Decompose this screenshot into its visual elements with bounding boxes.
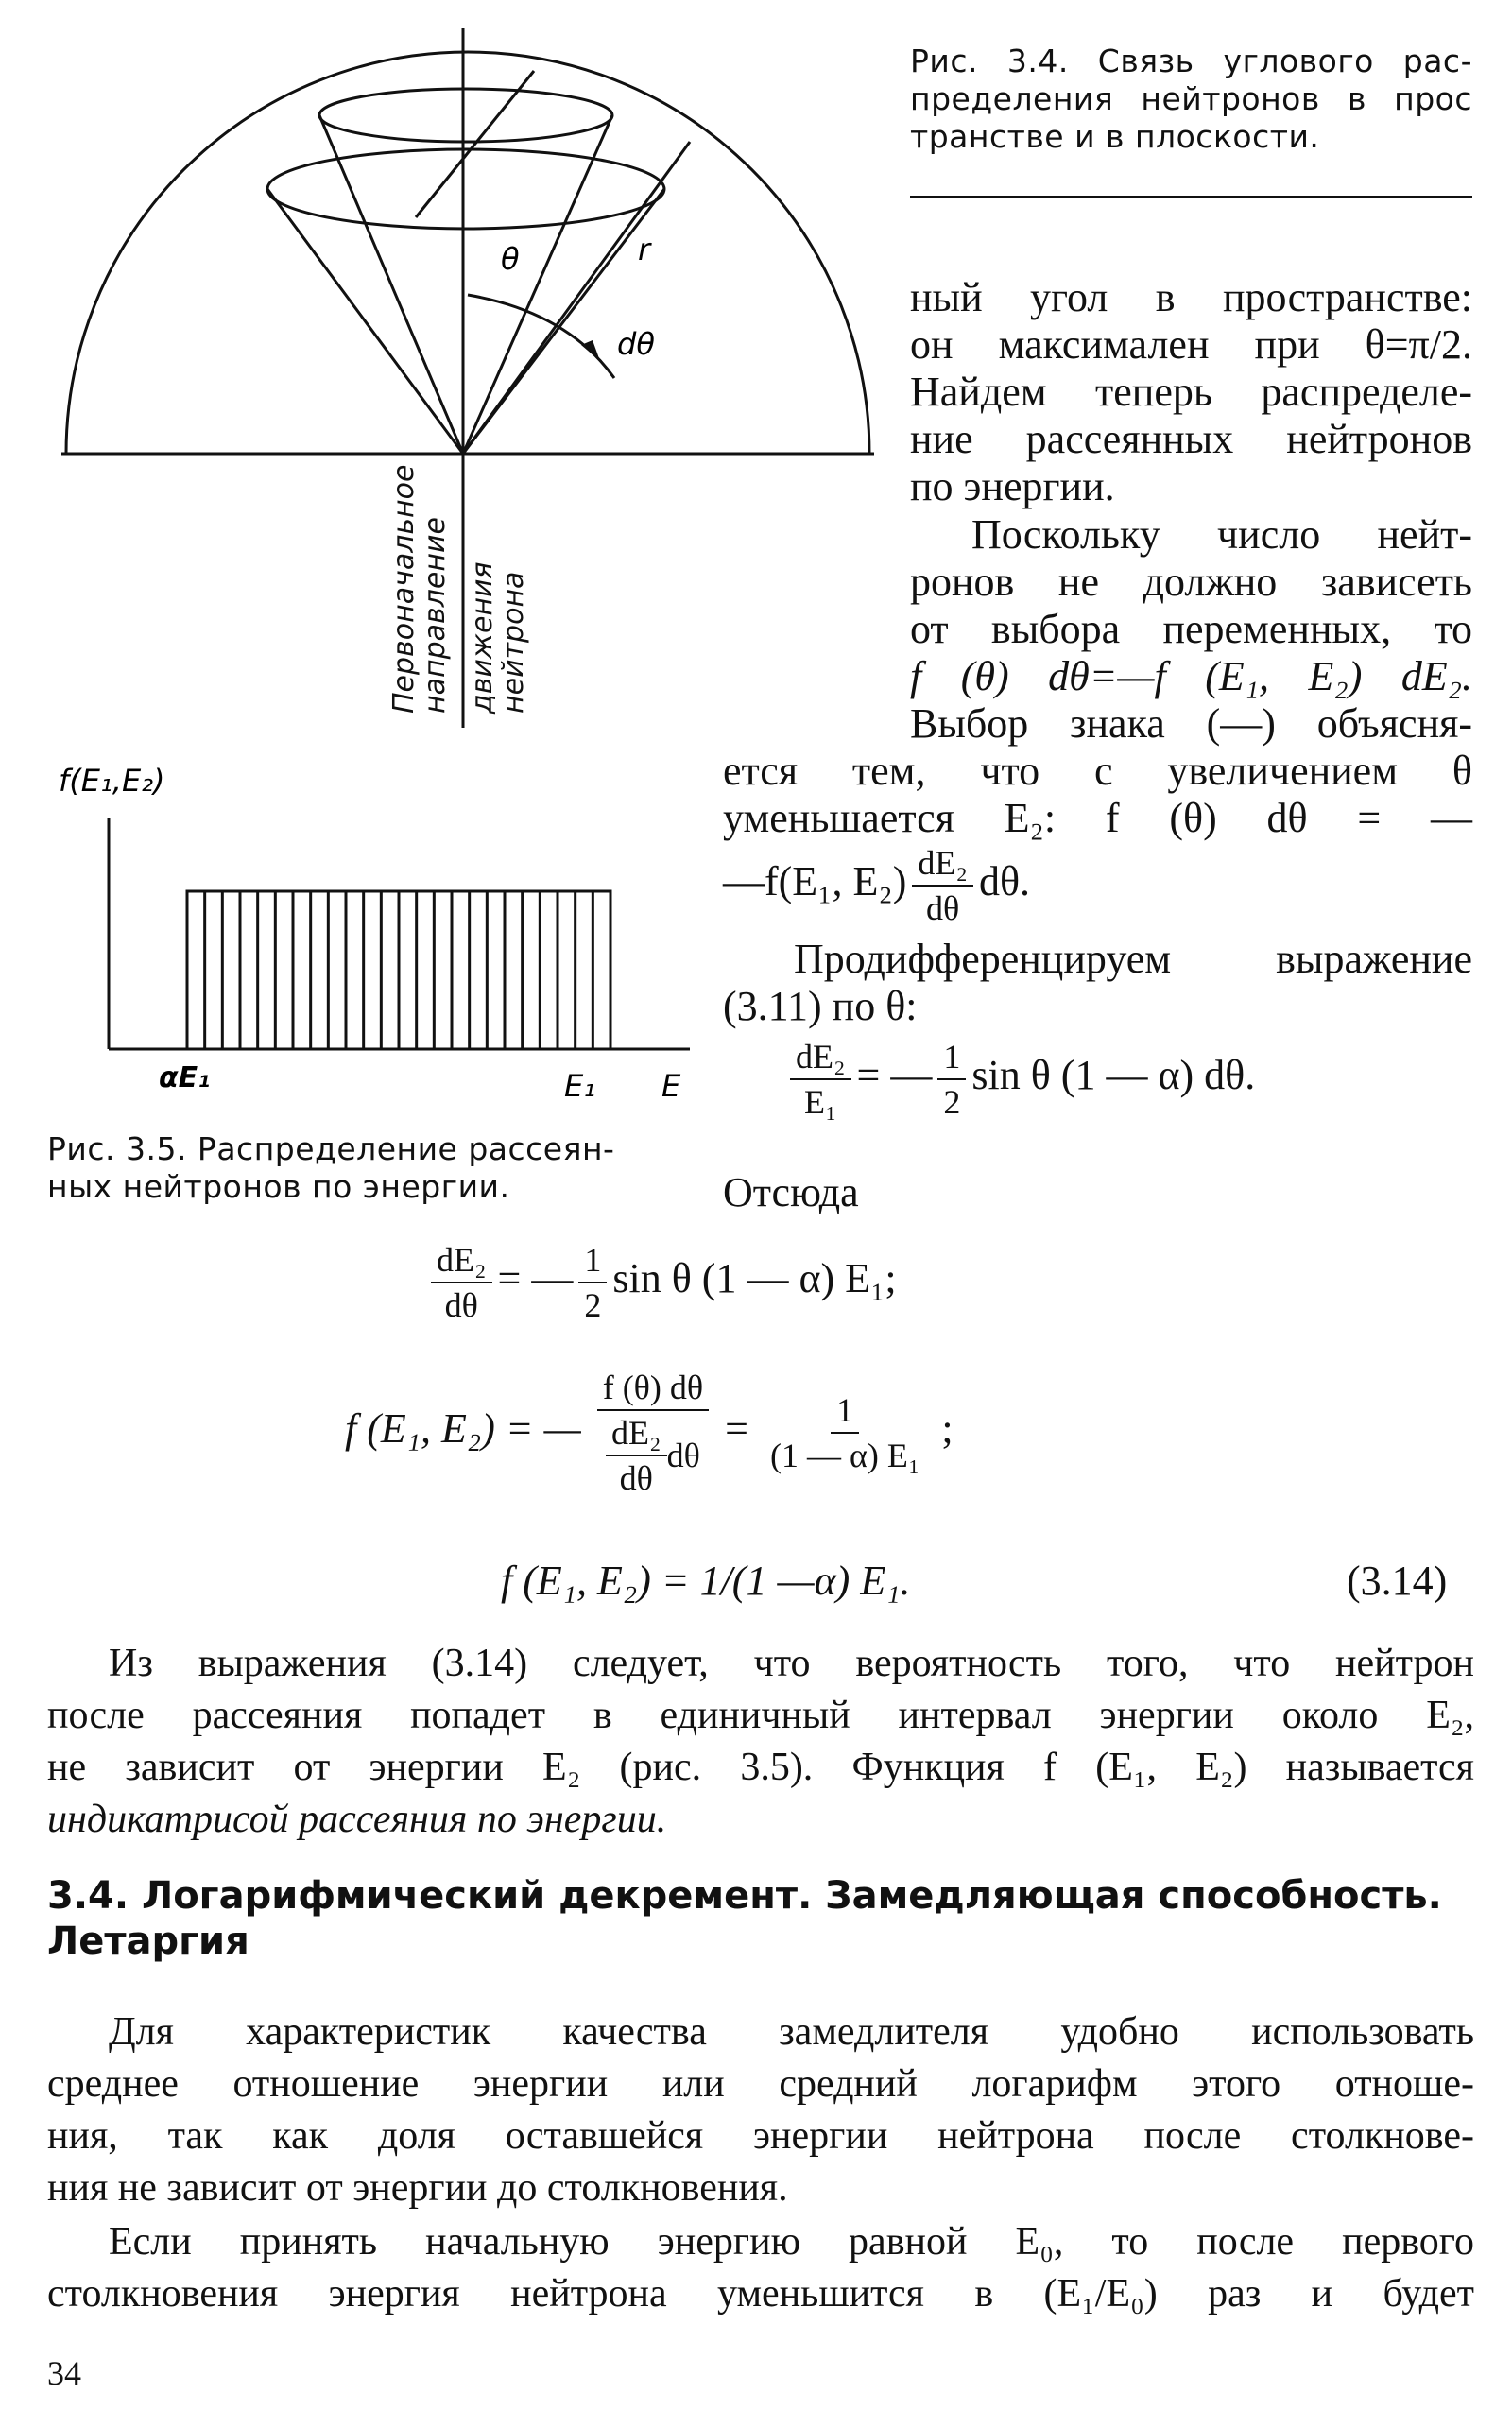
diagonal-line — [416, 71, 534, 217]
text-line: Продифференцируем выражение — [794, 936, 1472, 982]
figure-3-5-chart — [57, 751, 709, 1101]
section-heading — [47, 1873, 1474, 1964]
text-line: (3.11) по θ: — [723, 983, 918, 1029]
text-line: ние рассеянных нейтронов — [910, 416, 1472, 462]
text-line: Если принять начальную энергию равной E₀, то после первого — [109, 2220, 1474, 2264]
x-label-e: E — [662, 1068, 681, 1101]
text-line: ется тем, что с увеличением θ — [723, 748, 1472, 794]
text-line: он максимален при θ=π/2. — [910, 321, 1472, 368]
distribution-bars — [187, 891, 610, 1049]
hemisphere-arc — [66, 52, 869, 454]
figure-3-5-caption — [47, 1130, 699, 1206]
text-line: Выбор знака (—) объясня- — [910, 700, 1472, 747]
differentiate-text — [723, 936, 1472, 1030]
direction-label-3: движения — [466, 561, 499, 714]
text-line: ный угол в пространстве: — [910, 274, 1472, 320]
caption-divider — [910, 196, 1472, 198]
y-axis-label: f(E₁,E₂) — [59, 763, 165, 799]
text-line: столкновения энергия нейтрона уменьшится в (E₁/E₀) раз и будет — [47, 2272, 1474, 2316]
wide-lines — [723, 748, 1472, 842]
italic-term: индикатрисой рассеяния по энергии. — [47, 1798, 667, 1841]
text-line: ронов не должно зависеть — [910, 559, 1472, 605]
paragraph-3 — [47, 2216, 1474, 2320]
figure-3-4-caption — [910, 43, 1472, 156]
caption-line: Рис. 3.5. Распределение рассеян- — [47, 1130, 615, 1167]
text-line: Поскольку число нейт- — [971, 511, 1472, 558]
text-line: после рассеяния попадет в единичный интервал энергии около E₂, — [47, 1694, 1474, 1737]
caption-line: Рис. 3.4. Связь углового рас- — [910, 43, 1472, 79]
r-label: r — [638, 232, 651, 267]
cone-ellipse-inner — [319, 89, 612, 142]
text-line: уменьшается E₂: f (θ) dθ = — — [723, 795, 1472, 841]
text-line: от выбора переменных, то — [910, 606, 1472, 652]
equation-3-14: f (E₁, E₂) = 1/(1 —α) E₁. — [501, 1558, 911, 1604]
direction-label-1: Первоначальное — [387, 464, 421, 714]
text-line: f (θ) dθ=—f (E₁, E₂) dE₂. — [910, 653, 1472, 699]
page-number: 34 — [47, 2354, 81, 2392]
text-line: Для характеристик качества замедлителя удобно использовать — [109, 2010, 1474, 2054]
equation-a: $\frac{\text{dE₂}}{\text{E₁}}$ = — $\frac{1}{2}$ sin θ (1 — α) dθ. — [784, 1035, 1255, 1124]
text-line: не зависит от энергии E₂ (рис. 3.5). Функция f (E₁, E₂) называется — [47, 1746, 1474, 1789]
right-column-para2 — [910, 511, 1472, 748]
cone-line-l2 — [319, 115, 463, 454]
theta-label: θ — [501, 241, 520, 277]
direction-label-2: направление — [419, 517, 452, 714]
text-line: по энергии. — [910, 463, 1115, 509]
text-line: среднее отношение энергии или средний логарифм этого отноше- — [47, 2062, 1474, 2106]
otsyuda-text: Отсюда — [723, 1169, 859, 1215]
x-label-e1: E₁ — [564, 1068, 596, 1101]
text-line: Найдем теперь распределе- — [910, 369, 1472, 415]
equation-number: (3.14) — [1347, 1558, 1448, 1604]
cone-ellipse-outer — [267, 149, 664, 229]
radius-r — [463, 142, 690, 454]
text-line: ния, так как доля оставшейся энергии нейтрона после столкнове- — [47, 2114, 1474, 2158]
text-line: Из выражения (3.14) следует, что вероятность того, что нейтрон — [109, 1642, 1474, 1685]
text-line: ния не зависит от энергии до столкновения. — [47, 2166, 788, 2210]
dtheta-arc — [468, 295, 614, 378]
equation-f-e1-e2: f (E₁, E₂) = — f (θ) dθ $\frac{\text{dE₂}}{d\theta}$ dθ = $\frac{1}{\text{(1 — α) E₁}}$ ; — [345, 1366, 954, 1500]
caption-line: транстве и в плоскости. — [910, 118, 1320, 155]
df-equation-line: —f(E₁, E₂) $\frac{\text{dE₂}}{d\theta}$ dθ. — [723, 841, 1030, 930]
heading-line: 3.4. Логарифмический декремент. Замедляющая способность. — [47, 1874, 1442, 1918]
caption-line: ных нейтронов по энергии. — [47, 1168, 510, 1205]
paragraph-1 — [47, 1638, 1474, 1846]
caption-line: пределения нейтронов в прос — [910, 80, 1472, 117]
dtheta-label: dθ — [617, 326, 655, 362]
equation-dE2-dtheta: $\frac{\text{dE₂}}{d\theta}$ = — $\frac{1}{2}$ sin θ (1 — α) E₁; — [425, 1238, 897, 1327]
direction-label-4: нейтрона — [497, 571, 530, 714]
right-column-para1 — [910, 274, 1472, 510]
heading-line: Летаргия — [47, 1920, 249, 1963]
x-label-alpha-e1: αE₁ — [159, 1061, 211, 1094]
paragraph-2 — [47, 2006, 1474, 2214]
